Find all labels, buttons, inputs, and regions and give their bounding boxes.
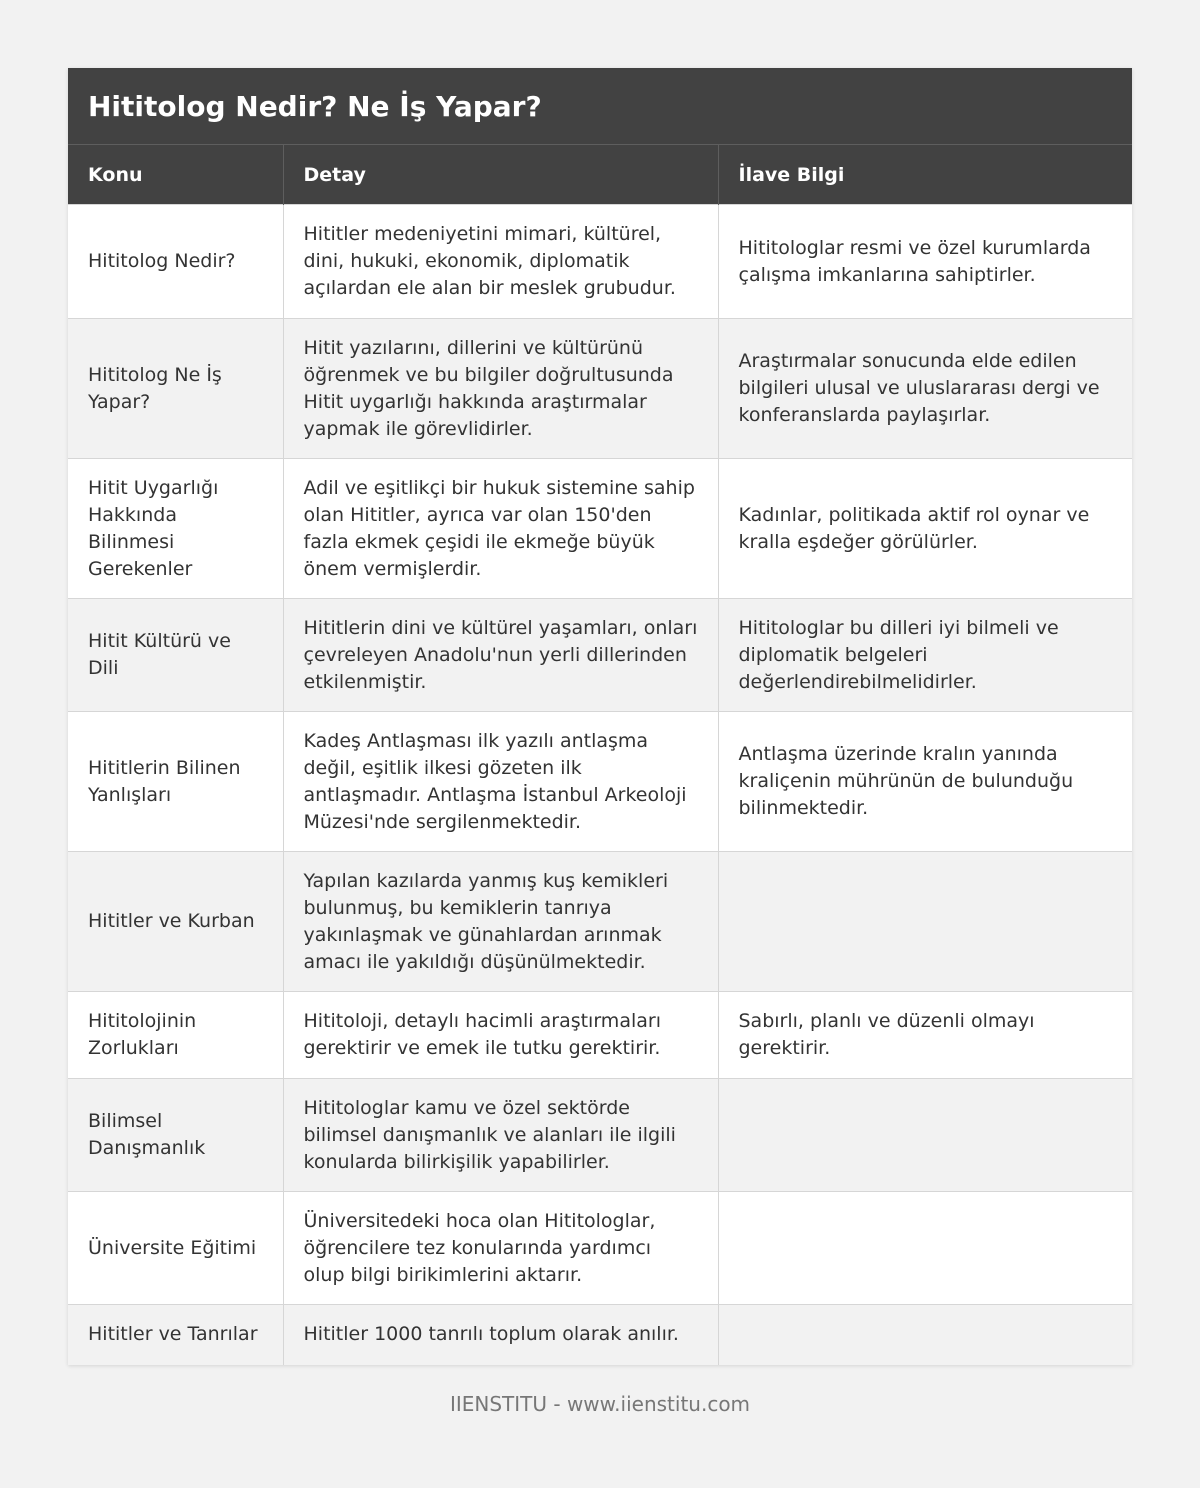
table-row [68, 205, 1132, 319]
content-card [68, 68, 1132, 1365]
cell-topic: Üniversite Eğitimi [68, 1192, 283, 1305]
table-row [68, 712, 1132, 852]
cell-extra: Kadınlar, politikada aktif rol oynar ve kralla eşdeğer görülürler. [718, 459, 1132, 599]
cell-extra: Antlaşma üzerinde kralın yanında kraliçenin mührünün de bulunduğu bilinmektedir. [718, 712, 1132, 852]
cell-detail: Yapılan kazılarda yanmış kuş kemikleri bulunmuş, bu kemiklerin tanrıya yakınlaşmak ve günahlardan arınmak amacı ile yakıldığı düşünülmektedir. [283, 852, 718, 992]
cell-topic: Hititler ve Kurban [68, 852, 283, 992]
table-row [68, 992, 1132, 1079]
cell-topic: Bilimsel Danışmanlık [68, 1079, 283, 1192]
table-row [68, 1305, 1132, 1365]
column-header-detail: Detay [283, 145, 718, 205]
cell-detail: Hititler medeniyetini mimari, kültürel, dini, hukuki, ekonomik, diplomatik açılardan ele alan bir meslek grubudur. [283, 205, 718, 319]
info-table [68, 144, 1132, 1365]
cell-topic: Hititolog Ne İş Yapar? [68, 319, 283, 459]
table-row [68, 319, 1132, 459]
cell-detail: Hitit yazılarını, dillerini ve kültürünü öğrenmek ve bu bilgiler doğrultusunda Hitit uygarlığı hakkında araştırmalar yapmak ile görevlidirler. [283, 319, 718, 459]
cell-topic: Hitit Uygarlığı Hakkında Bilinmesi Gerekenler [68, 459, 283, 599]
cell-topic: Hititlerin Bilinen Yanlışları [68, 712, 283, 852]
column-header-topic: Konu [68, 145, 283, 205]
cell-extra [718, 852, 1132, 992]
cell-topic: Hitit Kültürü ve Dili [68, 599, 283, 712]
cell-extra: Araştırmalar sonucunda elde edilen bilgileri ulusal ve uluslararası dergi ve konferanslarda paylaşırlar. [718, 319, 1132, 459]
cell-extra: Hititologlar resmi ve özel kurumlarda çalışma imkanlarına sahiptirler. [718, 205, 1132, 319]
column-header-extra: İlave Bilgi [718, 145, 1132, 205]
cell-detail: Hititoloji, detaylı hacimli araştırmaları gerektirir ve emek ile tutku gerektirir. [283, 992, 718, 1079]
cell-topic: Hititler ve Tanrılar [68, 1305, 283, 1365]
cell-extra: Hititologlar bu dilleri iyi bilmeli ve diplomatik belgeleri değerlendirebilmelidirler. [718, 599, 1132, 712]
cell-detail: Adil ve eşitlikçi bir hukuk sistemine sahip olan Hititler, ayrıca var olan 150'den fazla ekmek çeşidi ile ekmeğe büyük önem vermişlerdir. [283, 459, 718, 599]
cell-extra [718, 1079, 1132, 1192]
page-title: Hititolog Nedir? Ne İş Yapar? [68, 68, 1132, 144]
table-row [68, 1079, 1132, 1192]
cell-detail: Kadeş Antlaşması ilk yazılı antlaşma değil, eşitlik ilkesi gözeten ilk antlaşmadır. Antlaşma İstanbul Arkeoloji Müzesi'nde sergilenmektedir. [283, 712, 718, 852]
cell-detail: Üniversitedeki hoca olan Hititologlar, öğrencilere tez konularında yardımcı olup bilgi birikimlerini aktarır. [283, 1192, 718, 1305]
cell-detail: Hititologlar kamu ve özel sektörde bilimsel danışmanlık ve alanları ile ilgili konularda bilirkişilik yapabilirler. [283, 1079, 718, 1192]
cell-extra [718, 1305, 1132, 1365]
cell-topic: Hititolojinin Zorlukları [68, 992, 283, 1079]
cell-topic: Hititolog Nedir? [68, 205, 283, 319]
cell-detail: Hititler 1000 tanrılı toplum olarak anılır. [283, 1305, 718, 1365]
cell-extra [718, 1192, 1132, 1305]
footer-credit: IIENSTITU - www.iienstitu.com [449, 1392, 751, 1416]
table-row [68, 599, 1132, 712]
cell-detail: Hititlerin dini ve kültürel yaşamları, onları çevreleyen Anadolu'nun yerli dillerinden etkilenmiştir. [283, 599, 718, 712]
table-row [68, 459, 1132, 599]
table-header-row [68, 145, 1132, 205]
table-row [68, 852, 1132, 992]
table-row [68, 1192, 1132, 1305]
cell-extra: Sabırlı, planlı ve düzenli olmayı gerektirir. [718, 992, 1132, 1079]
